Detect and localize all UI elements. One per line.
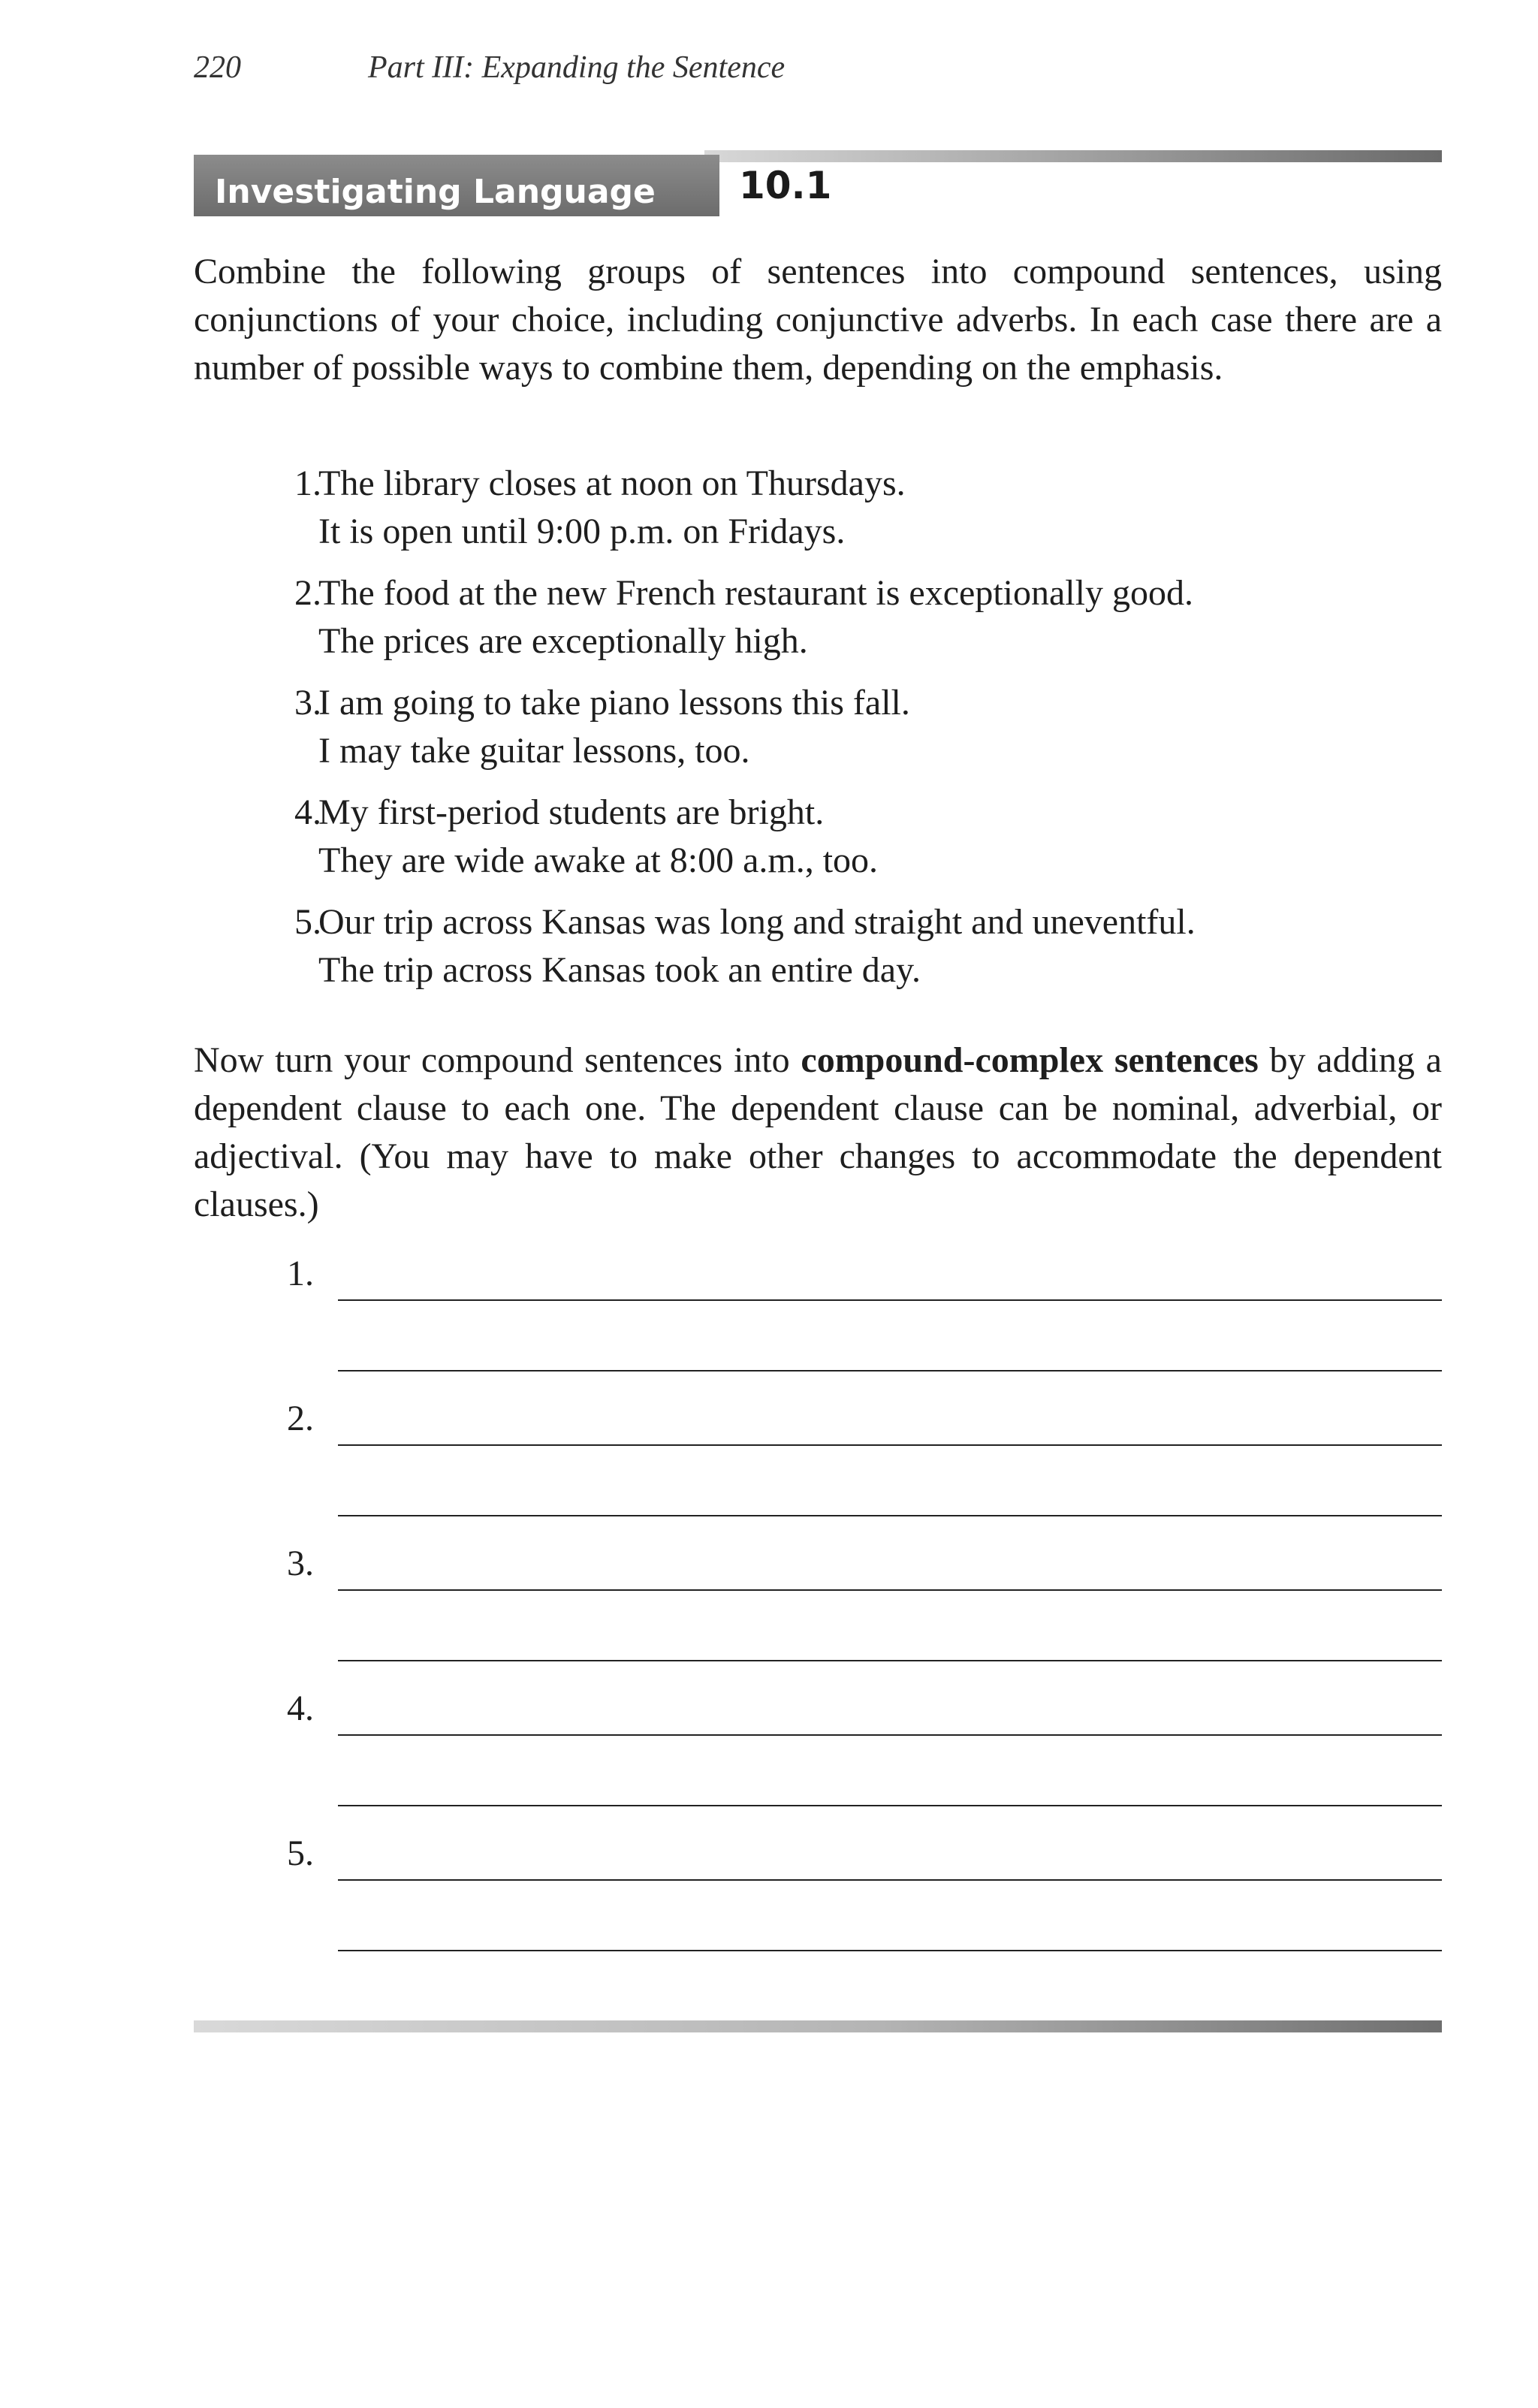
answer-number: 5. [287,1833,314,1873]
list-item [194,789,1442,885]
answer-number: 4. [287,1688,314,1728]
item-number: 5. [294,902,321,942]
write-in-line[interactable] [338,1805,1442,1806]
instructions-text: Now turn your compound sentences into [194,1040,801,1080]
intro-paragraph: Combine the following groups of sentences into compound sentences, using conjunctions of your choice, including conjunctive adverbs. In each case there are a number of possible ways to combine them, depending on the emphasis. [194,252,1442,388]
write-in-line[interactable] [338,1950,1442,1951]
write-in-line[interactable] [338,1660,1442,1661]
answer-number: 2. [287,1399,314,1438]
instructions-text: by adding a dependent clause to each one. The dependent clause can be nominal, adverbial, or adjectival. (You may have to make other changes to accommodate the dependent clauses.) [194,1040,1442,1224]
box-label: Investigating Language [215,173,656,211]
list-item [194,679,1442,775]
page-number: 220 [194,50,241,85]
box-bottom-rule [194,2020,1442,2032]
answer-number: 3. [287,1543,314,1583]
answer-item [194,1827,1442,1972]
sentence: I am going to take piano lessons this fall. [318,683,910,723]
sentence: The food at the new French restaurant is exceptionally good. [318,573,1193,613]
item-number: 3. [294,683,321,723]
answer-item [194,1247,1442,1392]
running-head [194,50,785,86]
header-rule [704,150,1442,162]
running-title: Part III: Expanding the Sentence [368,50,786,85]
list-item [194,460,1442,556]
item-number: 1. [294,463,321,503]
instructions-paragraph [194,1037,1442,1229]
write-in-line[interactable] [338,1515,1442,1516]
sentence: The trip across Kansas took an entire day. [318,950,921,990]
list-item [194,898,1442,994]
write-in-line[interactable] [338,1370,1442,1371]
exercise-box-header [194,147,1442,230]
sentence: The library closes at noon on Thursdays. [318,463,906,503]
sentence: Our trip across Kansas was long and straight and uneventful. [318,902,1196,942]
sentence: My first-period students are bright. [318,792,825,832]
sentence: The prices are exceptionally high. [318,621,808,661]
answer-number: 1. [287,1254,314,1293]
sentence: They are wide awake at 8:00 a.m., too. [318,840,879,880]
answer-lines [194,1247,1442,1972]
key-term: compound-complex sentences [801,1040,1259,1080]
answer-item [194,1682,1442,1827]
box-label-background [194,155,719,216]
write-in-line[interactable] [338,1444,1442,1446]
list-item [194,569,1442,665]
sentence: It is open until 9:00 p.m. on Fridays. [318,511,846,551]
item-number: 4. [294,792,321,832]
write-in-line[interactable] [338,1879,1442,1881]
sentence-groups [194,460,1442,1008]
sentence: I may take guitar lessons, too. [318,731,750,771]
write-in-line[interactable] [338,1589,1442,1591]
item-number: 2. [294,573,321,613]
answer-item [194,1392,1442,1537]
write-in-line[interactable] [338,1734,1442,1736]
write-in-line[interactable] [338,1299,1442,1301]
exercise-number: 10.1 [739,164,832,207]
answer-item [194,1537,1442,1682]
